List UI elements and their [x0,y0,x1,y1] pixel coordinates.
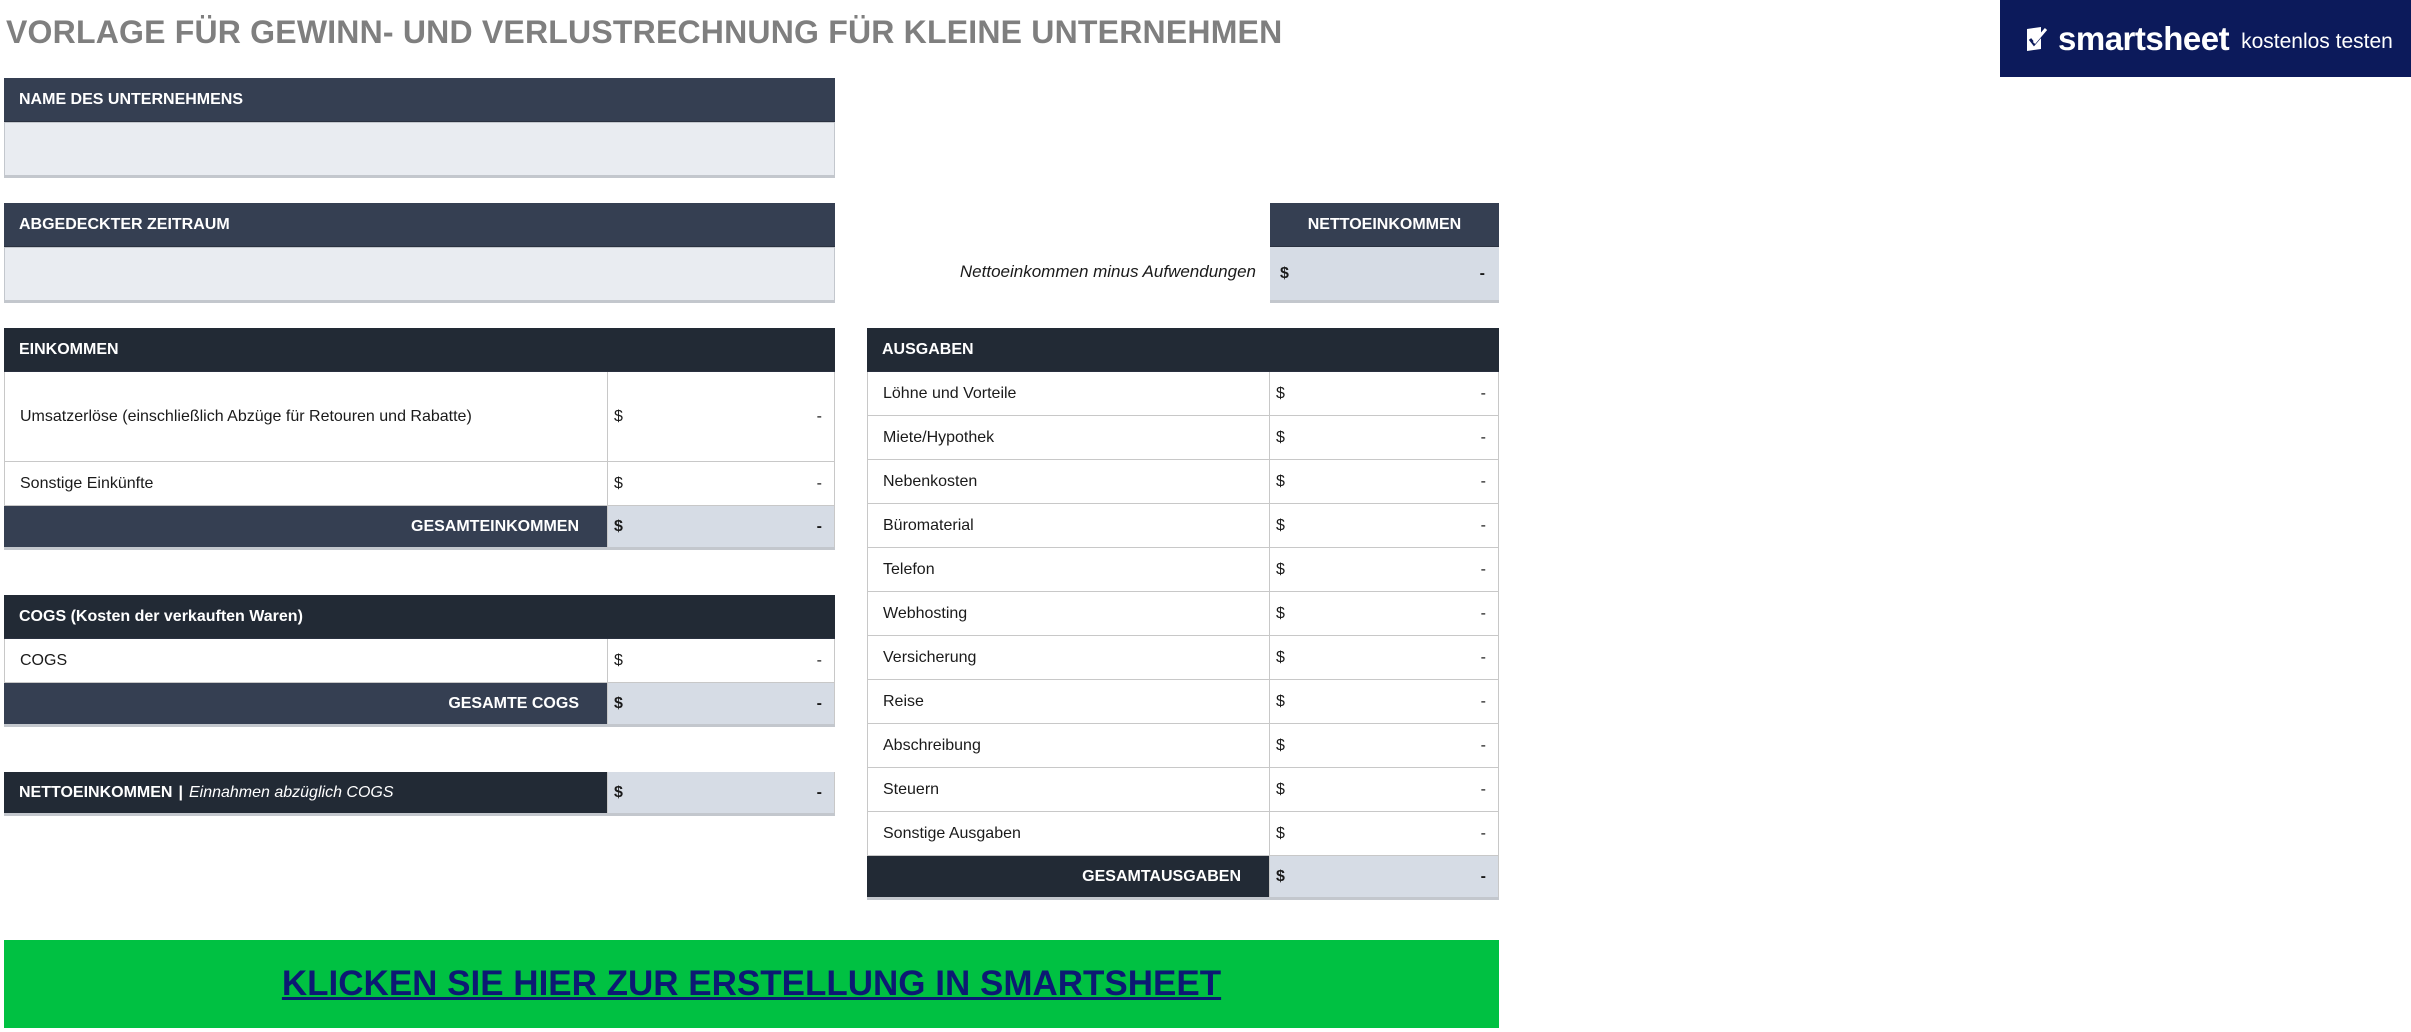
expense-row-value-cell[interactable] [1270,724,1499,767]
expenses-header: AUSGABEN [867,328,1499,372]
expenses-total-label: GESAMTAUSGABEN [867,856,1270,897]
expense-row-value: - [1480,604,1486,622]
table-row [4,372,835,462]
net-income-sublabel: Einnahmen abzüglich COGS [188,783,394,801]
table-row [867,460,1499,504]
net-income-label: NETTOEINKOMMEN [19,783,173,801]
expenses-rows [867,372,1499,856]
expense-row-value: - [1480,516,1486,534]
table-row [867,548,1499,592]
expense-row-label: Büromaterial [867,504,1270,547]
currency-symbol: $ [614,783,623,801]
table-row [867,636,1499,680]
net-income-row [4,772,835,816]
income-row-value-cell[interactable] [608,462,835,505]
currency-symbol: $ [1280,264,1289,282]
net-summary-label: Nettoeinkommen minus Aufwendungen [959,262,1256,281]
expense-row-label: Webhosting [867,592,1270,635]
currency-symbol: $ [1276,692,1285,710]
expense-row-value-cell[interactable] [1270,548,1499,591]
cogs-row-value-cell[interactable] [608,639,835,682]
income-total-label: GESAMTEINKOMMEN [4,506,608,547]
currency-symbol: $ [614,407,623,425]
expense-row-label: Abschreibung [867,724,1270,767]
company-name-input[interactable] [4,122,835,178]
table-row [867,724,1499,768]
table-row [867,504,1499,548]
expense-row-value-cell[interactable] [1270,680,1499,723]
expense-row-label: Nebenkosten [867,460,1270,503]
table-row [867,680,1499,724]
cogs-row-label: COGS [4,639,608,682]
currency-symbol: $ [1276,472,1285,490]
currency-symbol: $ [1276,736,1285,754]
expense-row-value-cell[interactable] [1270,504,1499,547]
currency-symbol: $ [1276,428,1285,446]
income-total-value-cell [608,506,835,547]
expense-row-value: - [1480,384,1486,402]
net-summary-value-cell [1270,247,1499,303]
create-in-smartsheet-banner[interactable] [4,940,1499,1028]
expense-row-label: Reise [867,680,1270,723]
checkmark-box-icon [2026,26,2048,52]
currency-symbol: $ [1276,516,1285,534]
income-row-label: Umsatzerlöse (einschließlich Abzüge für Retouren und Rabatte) [4,372,608,461]
net-income-value: - [816,783,822,801]
expense-row-value: - [1480,692,1486,710]
expenses-total-row [867,856,1499,900]
logo-cta: kostenlos testen [2241,29,2393,53]
expense-row-value-cell[interactable] [1270,812,1499,855]
currency-symbol: $ [1276,384,1285,402]
net-summary-header: NETTOEINKOMMEN [1270,203,1499,247]
expense-row-value-cell[interactable] [1270,460,1499,503]
create-in-smartsheet-link[interactable]: KLICKEN SIE HIER ZUR ERSTELLUNG IN SMARTSHEET [281,964,1222,1003]
smartsheet-logo-link[interactable] [2000,0,2411,77]
table-row [4,639,835,683]
expense-row-value-cell[interactable] [1270,372,1499,415]
expense-row-label: Versicherung [867,636,1270,679]
table-row [867,812,1499,856]
income-total-row [4,506,835,550]
expense-row-label: Steuern [867,768,1270,811]
table-row [867,372,1499,416]
currency-symbol: $ [1276,604,1285,622]
expense-row-value: - [1480,560,1486,578]
expense-row-label: Sonstige Ausgaben [867,812,1270,855]
income-row-value: - [816,474,822,492]
income-row-value-cell[interactable] [608,372,835,461]
income-header: EINKOMMEN [4,328,835,372]
income-row-label: Sonstige Einkünfte [4,462,608,505]
company-name-header: NAME DES UNTERNEHMENS [4,78,835,122]
expense-row-value: - [1480,428,1486,446]
expense-row-label: Löhne und Vorteile [867,372,1270,415]
table-row [867,592,1499,636]
cogs-row-value: - [816,651,822,669]
currency-symbol: $ [614,651,623,669]
cogs-header: COGS (Kosten der verkauften Waren) [4,595,835,639]
currency-symbol: $ [1276,824,1285,842]
currency-symbol: $ [1276,648,1285,666]
period-input[interactable] [4,247,835,303]
expenses-total-value: - [1480,867,1486,885]
cogs-table [4,595,835,727]
expense-row-value: - [1480,472,1486,490]
expense-row-label: Miete/Hypothek [867,416,1270,459]
net-summary-value: - [1479,264,1485,282]
net-income-table [4,772,835,816]
income-row-value: - [816,407,822,425]
cogs-total-label: GESAMTE COGS [4,683,608,724]
cogs-total-value-cell [608,683,835,724]
expense-row-value-cell[interactable] [1270,592,1499,635]
currency-symbol: $ [614,517,623,535]
expense-row-value-cell[interactable] [1270,416,1499,459]
currency-symbol: $ [614,474,623,492]
table-row [867,768,1499,812]
currency-symbol: $ [1276,780,1285,798]
expense-row-value-cell[interactable] [1270,636,1499,679]
expense-row-value: - [1480,648,1486,666]
cogs-total-value: - [816,694,822,712]
expenses-table [867,328,1499,900]
currency-symbol: $ [1276,867,1285,885]
table-row [4,462,835,506]
currency-symbol: $ [614,694,623,712]
currency-symbol: $ [1276,560,1285,578]
logo-brand: smartsheet [2058,19,2230,57]
net-income-separator: | [178,783,183,801]
page-title: VORLAGE FÜR GEWINN- UND VERLUSTRECHNUNG FÜR KLEINE UNTERNEHMEN [6,14,1283,50]
expense-row-value: - [1480,780,1486,798]
expense-row-value: - [1480,824,1486,842]
expense-row-label: Telefon [867,548,1270,591]
period-header: ABGEDECKTER ZEITRAUM [4,203,835,247]
expense-row-value: - [1480,736,1486,754]
expense-row-value-cell[interactable] [1270,768,1499,811]
income-table [4,328,835,550]
expenses-total-value-cell [1270,856,1499,897]
net-income-value-cell [608,772,835,813]
net-income-label-cell [4,772,608,813]
cogs-total-row [4,683,835,727]
income-total-value: - [816,517,822,535]
table-row [867,416,1499,460]
